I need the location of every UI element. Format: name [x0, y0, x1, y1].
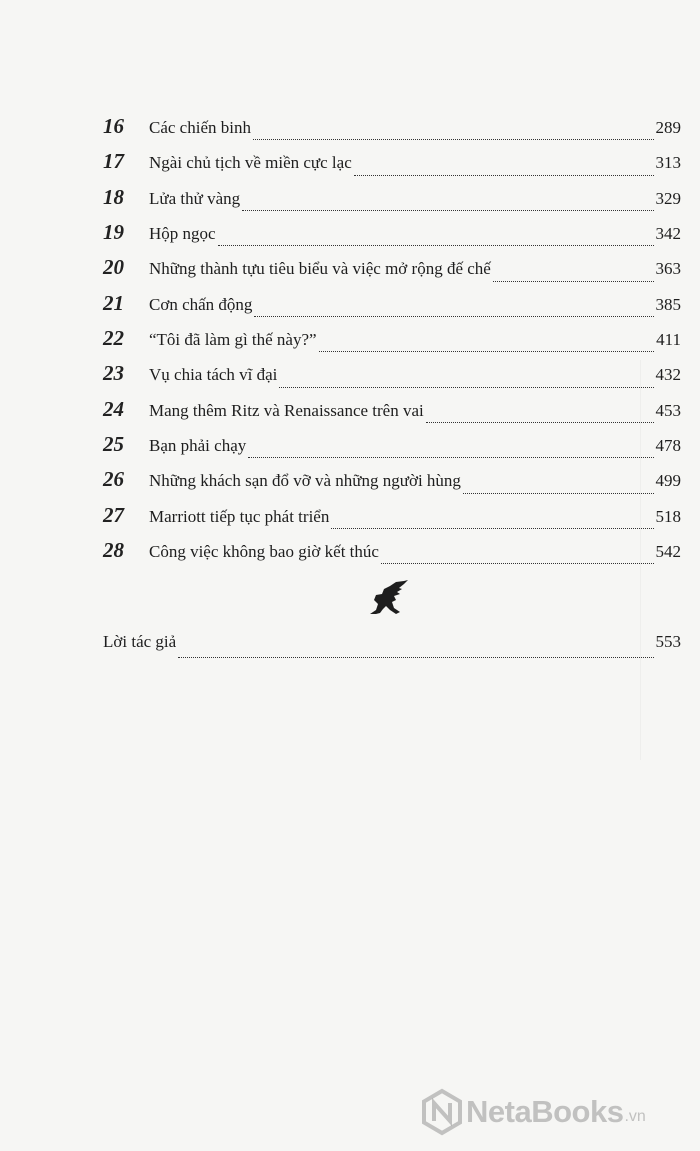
toc-entry[interactable] — [103, 361, 681, 396]
chapter-title: Bạn phải chạy — [149, 436, 247, 456]
chapter-number: 21 — [103, 290, 124, 315]
chapter-page-number: 363 — [655, 259, 681, 279]
toc-entry[interactable] — [103, 114, 681, 149]
dot-leader — [331, 527, 653, 529]
chapter-number: 18 — [103, 184, 124, 209]
toc-entry[interactable] — [103, 432, 681, 467]
dot-leader — [354, 174, 654, 176]
toc-entry[interactable] — [103, 326, 681, 361]
chapter-number: 27 — [103, 502, 124, 527]
griffin-icon — [366, 580, 410, 616]
chapter-page-number: 313 — [655, 153, 681, 173]
chapter-page-number: 289 — [655, 118, 681, 137]
chapter-title: Hộp ngọc — [149, 224, 216, 244]
dot-leader — [253, 138, 654, 140]
afterword-page-number: 553 — [655, 632, 681, 651]
dot-leader — [254, 315, 653, 317]
dot-leader — [178, 656, 653, 658]
watermark-brand: NetaBooks — [466, 1094, 624, 1129]
chapter-number: 22 — [103, 326, 124, 351]
dot-leader — [242, 209, 653, 211]
toc-entry[interactable] — [103, 503, 681, 538]
chapter-title: Vụ chia tách vĩ đại — [149, 365, 278, 385]
dot-leader — [426, 421, 654, 423]
chapter-number: 24 — [103, 396, 124, 421]
chapter-number: 25 — [103, 432, 124, 457]
chapter-page-number: 411 — [656, 330, 681, 350]
dot-leader — [279, 386, 653, 388]
chapter-number: 17 — [103, 149, 124, 174]
chapter-number: 16 — [103, 114, 124, 138]
chapter-title: Mang thêm Ritz và Renaissance trên vai — [149, 400, 424, 420]
toc-entry[interactable] — [103, 255, 681, 290]
chapter-title: Công việc không bao giờ kết thúc — [149, 542, 379, 562]
toc-entry[interactable] — [103, 220, 681, 255]
afterword-title: Lời tác giả — [103, 632, 177, 651]
chapter-number: 28 — [103, 538, 124, 563]
toc-entry[interactable] — [103, 149, 681, 184]
table-of-contents — [103, 114, 681, 573]
dot-leader — [319, 350, 655, 352]
chapter-title: Lửa thử vàng — [149, 188, 241, 208]
chapter-number: 19 — [103, 220, 124, 245]
chapter-page-number: 342 — [655, 224, 681, 244]
chapter-page-number: 329 — [655, 188, 681, 208]
afterword-entry[interactable] — [103, 632, 681, 667]
chapter-page-number: 542 — [655, 542, 681, 562]
watermark — [418, 1084, 646, 1140]
toc-entry[interactable] — [103, 397, 681, 432]
chapter-title: Cơn chấn động — [149, 294, 253, 314]
toc-entry[interactable] — [103, 291, 681, 326]
chapter-title: Ngài chủ tịch về miền cực lạc — [149, 153, 352, 173]
chapter-number: 20 — [103, 255, 124, 280]
chapter-number: 23 — [103, 361, 124, 386]
toc-entry[interactable] — [103, 538, 681, 573]
dot-leader — [493, 280, 654, 282]
dot-leader — [218, 244, 654, 246]
chapter-page-number: 432 — [655, 365, 681, 385]
chapter-title: Những khách sạn đổ vỡ và những người hùng — [149, 471, 461, 491]
chapter-title: Các chiến binh — [149, 118, 251, 137]
chapter-page-number: 453 — [655, 400, 681, 420]
toc-entry[interactable] — [103, 185, 681, 220]
watermark-suffix: .vn — [624, 1108, 646, 1125]
chapter-page-number: 385 — [655, 294, 681, 314]
toc-entry[interactable] — [103, 467, 681, 502]
dot-leader — [381, 562, 654, 564]
dot-leader — [463, 492, 654, 494]
chapter-page-number: 499 — [655, 471, 681, 491]
chapter-title: “Tôi đã làm gì thế này?” — [149, 330, 317, 350]
chapter-page-number: 518 — [655, 506, 681, 526]
dot-leader — [248, 456, 653, 458]
chapter-title: Những thành tựu tiêu biểu và việc mở rộng đế chế — [149, 259, 491, 279]
chapter-page-number: 478 — [655, 436, 681, 456]
chapter-number: 26 — [103, 467, 124, 492]
netabooks-logo-icon — [418, 1088, 466, 1136]
chapter-title: Marriott tiếp tục phát triển — [149, 506, 330, 526]
